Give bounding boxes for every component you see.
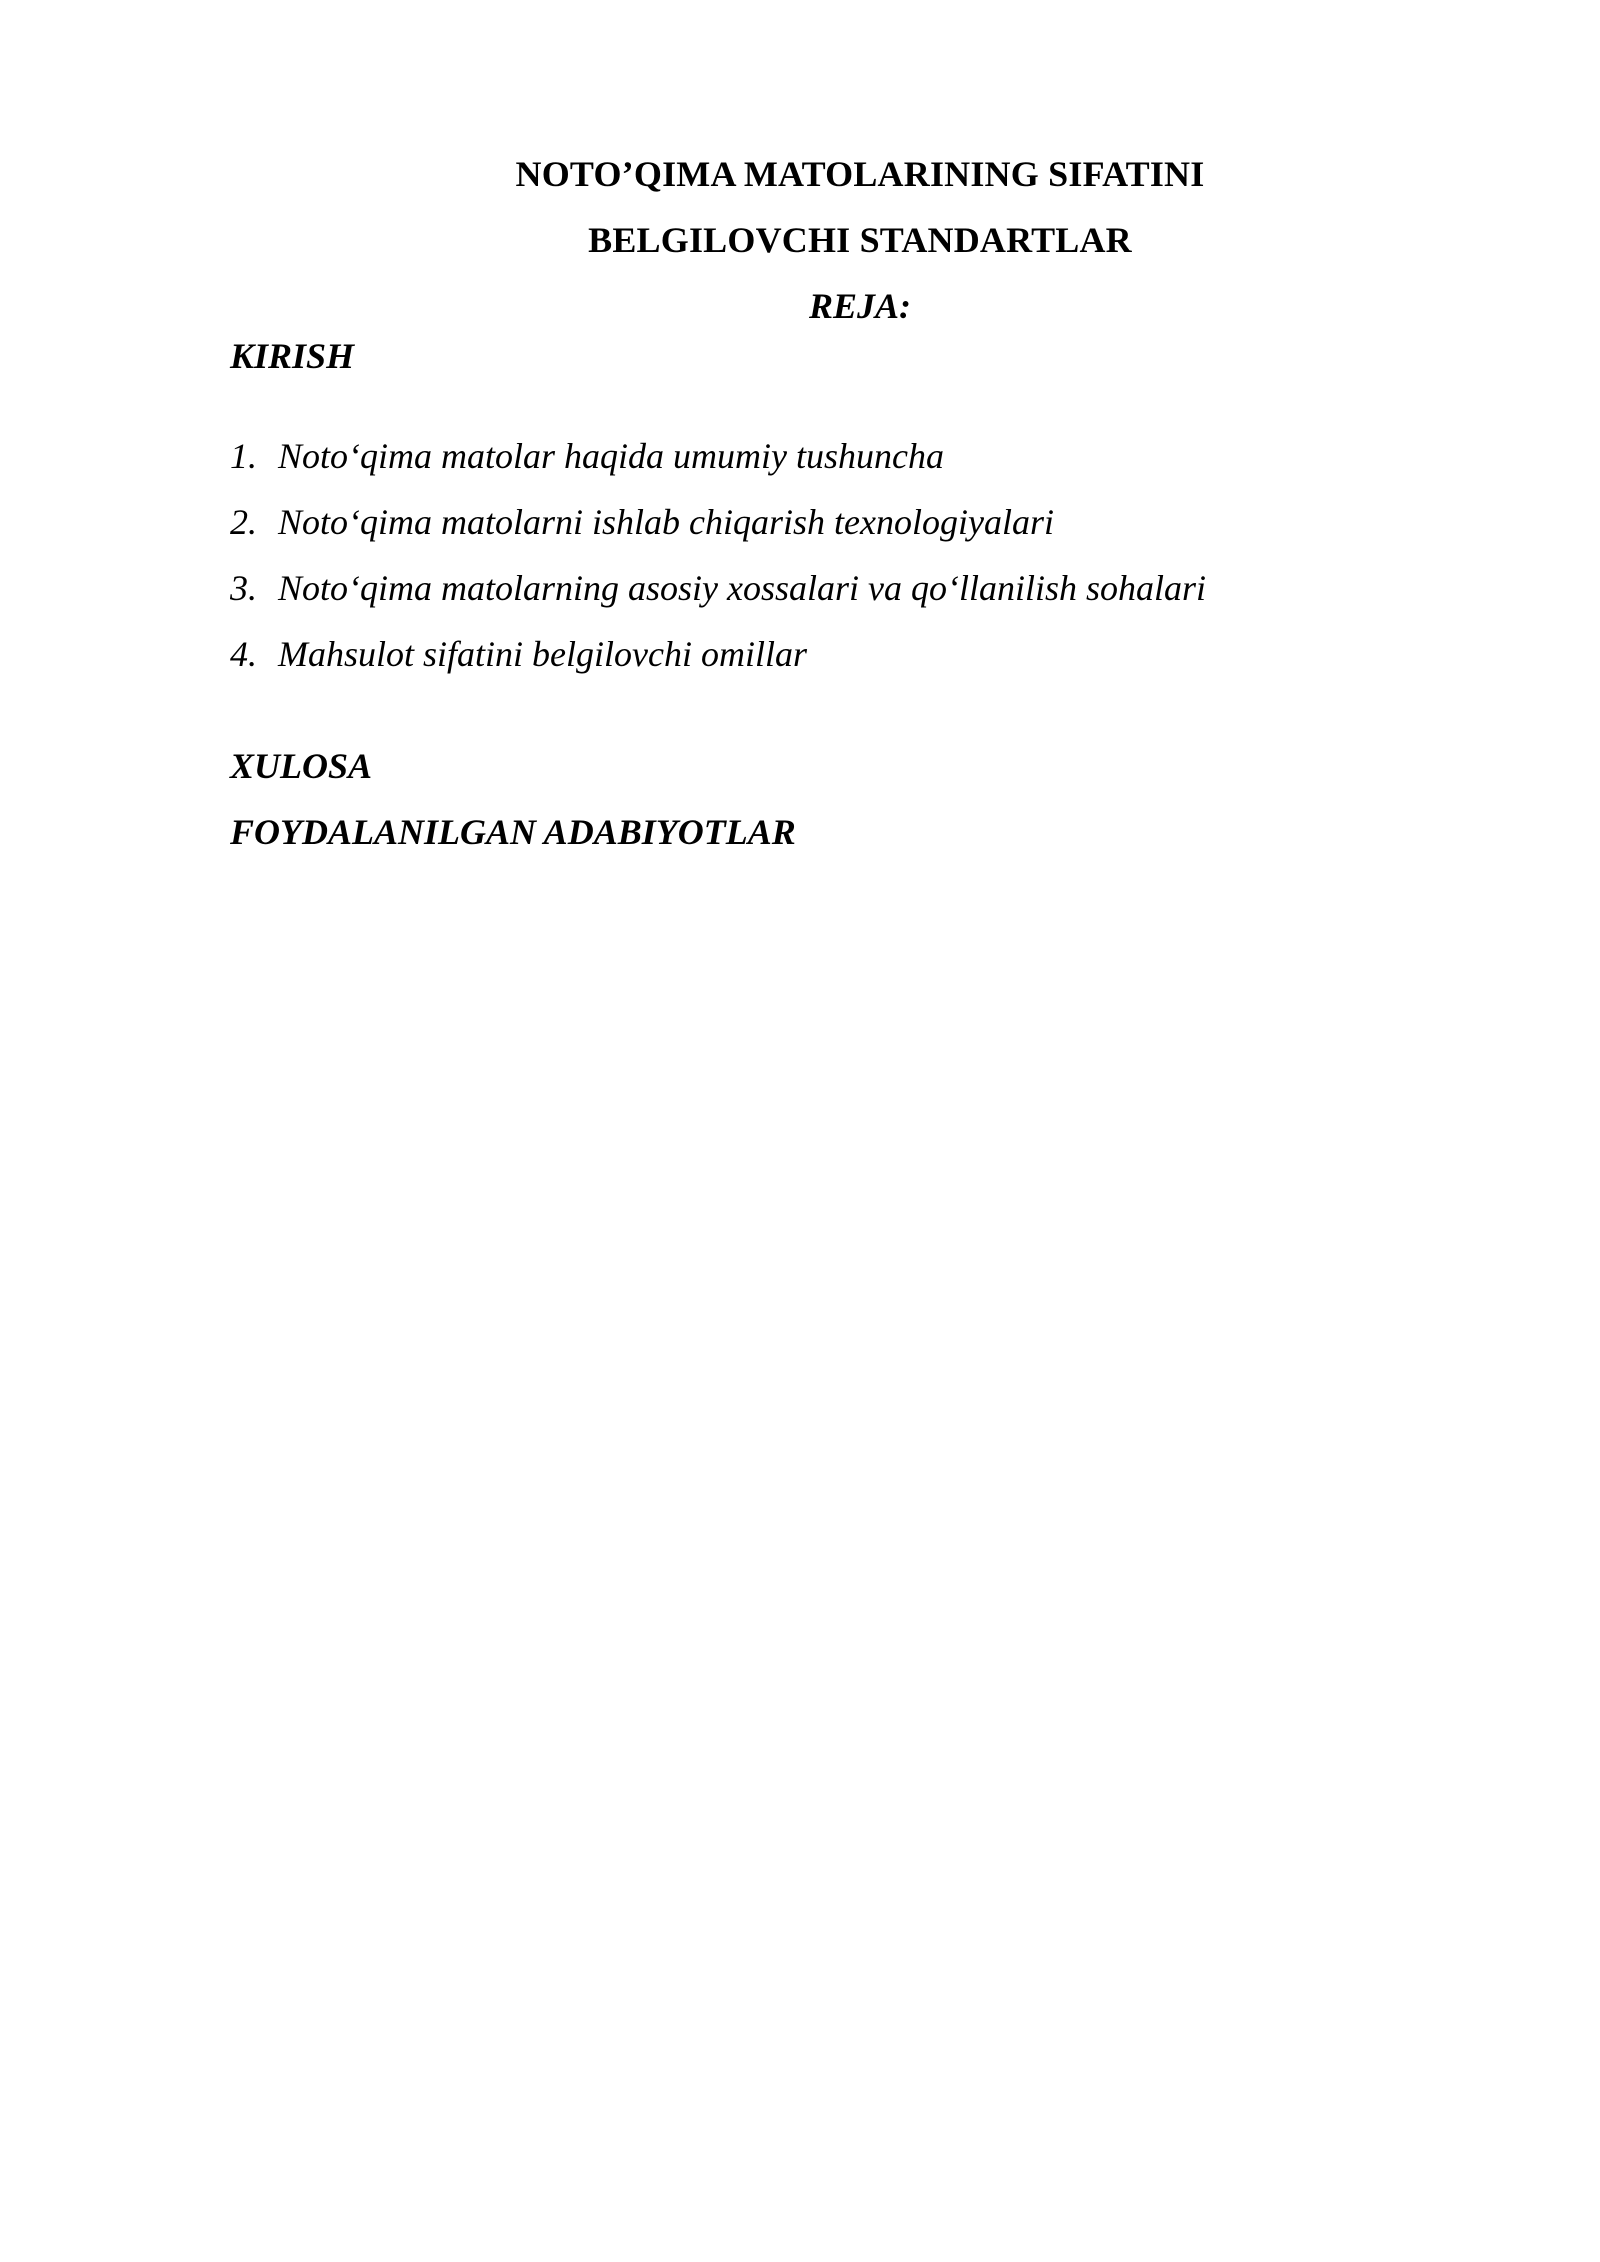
plan-heading: REJA:: [808, 286, 912, 326]
conclusion-heading: XULOSA: [230, 746, 373, 786]
references-heading: FOYDALANILGAN ADABIYOTLAR: [230, 812, 796, 852]
intro-heading: KIRISH: [230, 336, 355, 376]
plan-item-text: Noto‘qima matolarni ishlab chiqarish texnologiyalari: [278, 502, 1054, 542]
plan-list: [230, 434, 1206, 698]
plan-item-number: 4.: [230, 634, 257, 674]
plan-item-text: Mahsulot sifatini belgilovchi omillar: [278, 634, 807, 674]
plan-item: [230, 632, 1206, 698]
plan-item-number: 2.: [230, 502, 257, 542]
plan-item-number: 3.: [230, 568, 257, 608]
document-title-line-1: NOTO’QIMA MATOLARINING SIFATINI: [515, 154, 1205, 194]
document-title-line-2: BELGILOVCHI STANDARTLAR: [588, 220, 1132, 260]
plan-item: [230, 500, 1206, 566]
plan-item: [230, 434, 1206, 500]
plan-item: [230, 566, 1206, 632]
plan-item-text: Noto‘qima matolarning asosiy xossalari va qo‘llanilish sohalari: [278, 568, 1207, 608]
plan-item-number: 1.: [230, 436, 257, 476]
plan-item-text: Noto‘qima matolar haqida umumiy tushuncha: [278, 436, 944, 476]
